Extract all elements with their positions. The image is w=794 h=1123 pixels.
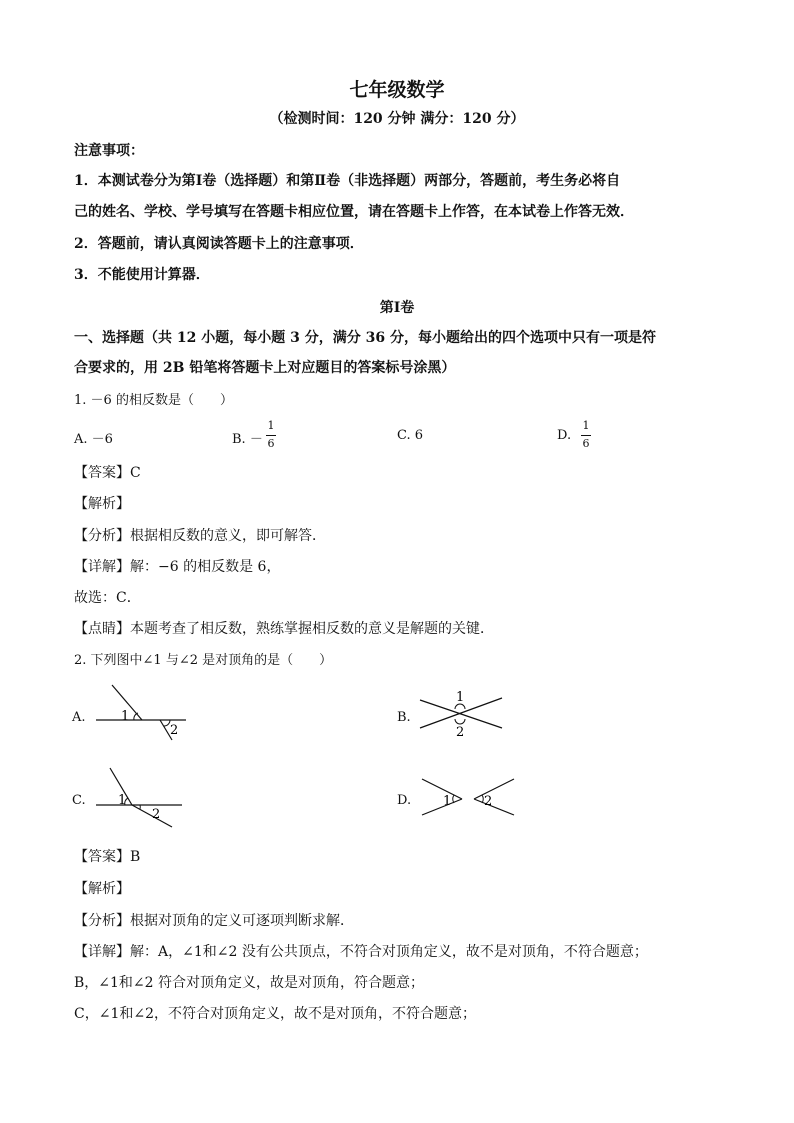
notice-item-1a: 1．本测试卷分为第Ⅰ卷（选择题）和第Ⅱ卷（非选择题）两部分，答题前，考生务必将自 (74, 173, 621, 189)
section-title: 第Ⅰ卷 (379, 300, 415, 316)
q1-answer: 【答案】C (74, 465, 141, 481)
q2-line-b: B，∠1和∠2 符合对顶角定义，故是对顶角，符合题意； (74, 975, 425, 991)
q1-option-d: D. (557, 428, 572, 443)
q1-option-d-denominator: 6 (582, 437, 590, 450)
q2-figure-b (414, 688, 506, 738)
q1-option-c: C. 6 (397, 428, 424, 443)
q1-option-d-fraction-bar (581, 435, 591, 436)
q2-answer: 【答案】B (74, 849, 141, 865)
part1-heading-1: 一、选择题（共 12 小题，每小题 3 分，满分 36 分，每小题给出的四个选项中只有一项是符 (74, 330, 656, 346)
q2-a-label-1: 1 (121, 709, 130, 724)
q2-d-label-1: 1 (443, 794, 452, 809)
q2-b-label-1: 1 (456, 690, 465, 705)
q2-c-label-1: 1 (118, 793, 127, 808)
q1-option-a: A. －6 (74, 432, 113, 447)
q2-d-label-2: 2 (484, 794, 493, 809)
q2-option-c-label: C. (72, 793, 86, 808)
q1-option-b-numerator: 1 (267, 419, 275, 432)
q1-xiangjie: 【详解】解：−6 的相反数是 6， (74, 559, 281, 575)
part1-heading-2: 合要求的，用 2B 铅笔将答题卡上对应题目的答案标号涂黑） (74, 360, 456, 376)
q2-option-b-label: B. (397, 710, 411, 725)
q1-analysis-label: 【解析】 (74, 496, 130, 512)
q1-option-b-denominator: 6 (267, 437, 275, 450)
q2-analysis-label: 【解析】 (74, 881, 130, 897)
q1-guxuan: 故选：C． (74, 590, 141, 606)
notice-item-1b: 己的姓名、学校、学号填写在答题卡相应位置，请在答题卡上作答，在本试卷上作答无效． (74, 204, 634, 220)
notice-item-3: 3．不能使用计算器． (74, 267, 210, 283)
q2-option-d-label: D. (397, 793, 412, 808)
q2-stem: 2. 下列图中∠1 与∠2 是对顶角的是（ ） (74, 653, 333, 668)
q2-fenxi: 【分析】根据对顶角的定义可逐项判断求解． (74, 913, 354, 929)
q2-line-c: C，∠1和∠2，不符合对顶角定义，故不是对顶角，不符合题意； (74, 1006, 476, 1022)
q2-xiangjie: 【详解】解：A，∠1和∠2 没有公共顶点，不符合对顶角定义，故不是对顶角，不符合题意； (74, 944, 648, 960)
notice-heading: 注意事项： (74, 143, 144, 159)
q2-figure-d (418, 775, 518, 819)
q1-option-b-fraction-bar (266, 435, 276, 436)
q1-option-d-numerator: 1 (582, 419, 590, 432)
q2-figure-c (90, 765, 190, 829)
q1-dianjing: 【点睛】本题考查了相反数，熟练掌握相反数的意义是解题的关键． (74, 621, 494, 637)
q1-stem: 1. －6 的相反数是（ ） (74, 393, 233, 408)
q1-fenxi: 【分析】根据相反数的意义，即可解答． (74, 528, 326, 544)
q2-figure-a (90, 682, 190, 744)
page-subtitle: （检测时间：120 分钟 满分：120 分） (269, 111, 525, 127)
q2-c-label-2: 2 (152, 807, 161, 822)
notice-item-2: 2．答题前，请认真阅读答题卡上的注意事项． (74, 236, 364, 252)
q1-option-b: B. － (232, 432, 263, 447)
page-title: 七年级数学 (349, 79, 445, 101)
q2-option-a-label: A. (72, 710, 86, 725)
q2-a-label-2: 2 (170, 723, 179, 738)
q2-b-label-2: 2 (456, 725, 465, 738)
